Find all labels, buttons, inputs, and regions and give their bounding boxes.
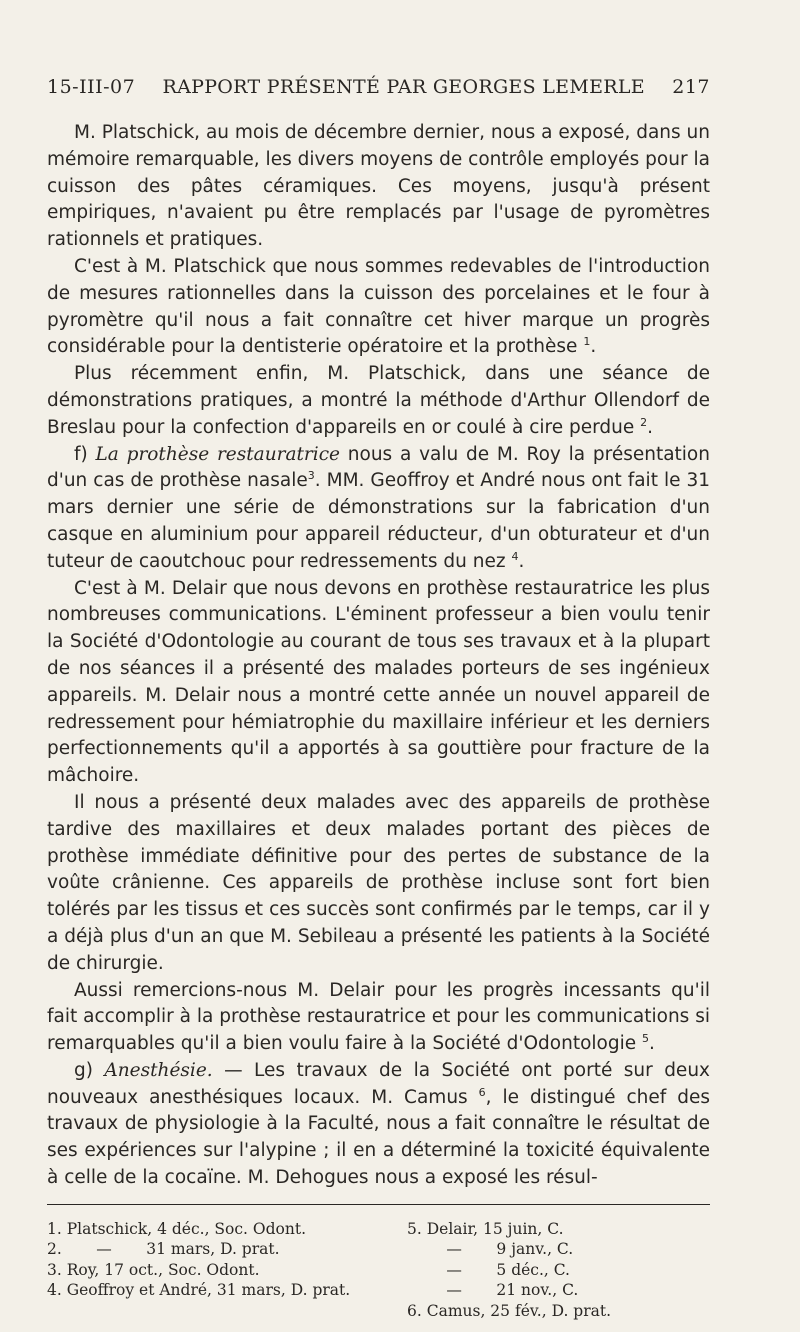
footnote: — 21 nov., C.	[407, 1281, 579, 1300]
paragraph: g) Anesthésie. — Les travaux de la Société ont porté sur deux nouveaux anesthésiques locaux. M. Camus $^6$, le distingué chef des travaux de physiologie à la Faculté, nous a fait connaître le résultat de ses expériences sur l'alypine ; il en a déterminé la toxicité équivalente à celle de la cocaïne. M. Dehogues nous a exposé les résul-	[47, 1059, 710, 1189]
page-number: 217	[672, 76, 710, 98]
footnote: 5. Delair, 15 juin, C.	[407, 1219, 564, 1238]
footnote-ref: 1	[583, 335, 591, 349]
footnotes-left-column	[47, 1219, 407, 1322]
footnote: 4. Geoffroy et André, 31 mars, D. prat.	[47, 1281, 351, 1300]
footnotes	[47, 1219, 710, 1322]
footnote-ref: 4	[511, 549, 519, 563]
footnote: — 9 janv., C.	[407, 1240, 574, 1259]
footnote: 1. Platschick, 4 déc., Soc. Odont.	[47, 1219, 307, 1238]
header-title: RAPPORT PRÉSENTÉ PAR GEORGES LEMERLE	[162, 76, 645, 98]
header-date: 15-III-07	[47, 76, 136, 98]
footnote: 2. — 31 mars, D. prat.	[47, 1240, 280, 1259]
footnote: 3. Roy, 17 oct., Soc. Odont.	[47, 1260, 260, 1279]
section-heading: Anesthésie.	[104, 1059, 213, 1081]
paragraph: Aussi remercions-nous M. Delair pour les progrès incessants qu'il fait accomplir à la prothèse restauratrice et pour les communications si remarquables qu'il a bien voulu faire à la Société d'Odontologie $^5$.	[47, 979, 710, 1055]
paragraph: M. Platschick, au mois de décembre dernier, nous a exposé, dans un mémoire remarquable, les divers moyens de contrôle employés pour la cuisson des pâtes céramiques. Ces moyens, jusqu'à présent empiriques, n'avaient pu être remplacés par l'usage de pyromètres rationnels et pratiques.	[47, 122, 710, 251]
footnotes-right-column	[407, 1219, 707, 1322]
footnote: — 5 déc., C.	[407, 1260, 570, 1279]
footnote-ref: 3	[307, 469, 315, 483]
footnote-ref: 2	[640, 415, 648, 429]
page	[47, 76, 710, 1321]
footnote: 6. Camus, 25 fév., D. prat.	[407, 1301, 612, 1320]
footnote-ref: 5	[642, 1031, 650, 1045]
running-head	[47, 76, 710, 120]
body-text	[47, 120, 710, 1192]
footnote-rule	[47, 1204, 710, 1205]
paragraph: C'est à M. Delair que nous devons en prothèse restauratrice les plus nombreuses communications. L'éminent professeur a bien voulu tenir la Société d'Odontologie au courant de tous ses travaux et à la plupart de nos séances il a présenté des malades porteurs de ses ingénieux appareils. M. Delair nous a montré cette année un nouvel appareil de redressement pour hémiatrophie du maxillaire inférieur et les derniers perfectionnements qu'il a apportés à sa gouttière pour fracture de la mâchoire.	[47, 577, 710, 787]
paragraph: f) La prothèse restauratrice nous a valu de M. Roy la présentation d'un cas de prothèse nasale$^3$. MM. Geoffroy et André nous ont fait le 31 mars dernier une série de démonstrations sur la fabrication d'un casque en aluminium pour appareil réducteur, d'un obturateur et d'un tuteur de caoutchouc pour redressements du nez $^4$.	[47, 443, 710, 572]
section-heading: La prothèse restauratrice	[95, 443, 340, 465]
paragraph: Plus récemment enfin, M. Platschick, dans une séance de démonstrations pratiques, a montré la méthode d'Arthur Ollendorf de Breslau pour la confection d'appareils en or coulé à cire perdue $^2$.	[47, 363, 710, 438]
paragraph: Il nous a présenté deux malades avec des appareils de prothèse tardive des maxillaires et deux malades portant des pièces de prothèse immédiate définitive pour des pertes de substance de la voûte crânienne. Ces appareils de prothèse incluse sont fort bien tolérés par les tissus et ces succès sont confirmés par le temps, car il y a déjà plus d'un an que M. Sebileau a présenté les patients à la Société de chirurgie.	[47, 791, 710, 974]
footnote-ref: 6	[478, 1085, 486, 1099]
paragraph: C'est à M. Platschick que nous sommes redevables de l'introduction de mesures rationnelles dans la cuisson des porcelaines et le four à pyromètre qu'il nous a fait connaître cet hiver marque un progrès considérable pour la dentisterie opératoire et la prothèse $^1$.	[47, 255, 710, 358]
